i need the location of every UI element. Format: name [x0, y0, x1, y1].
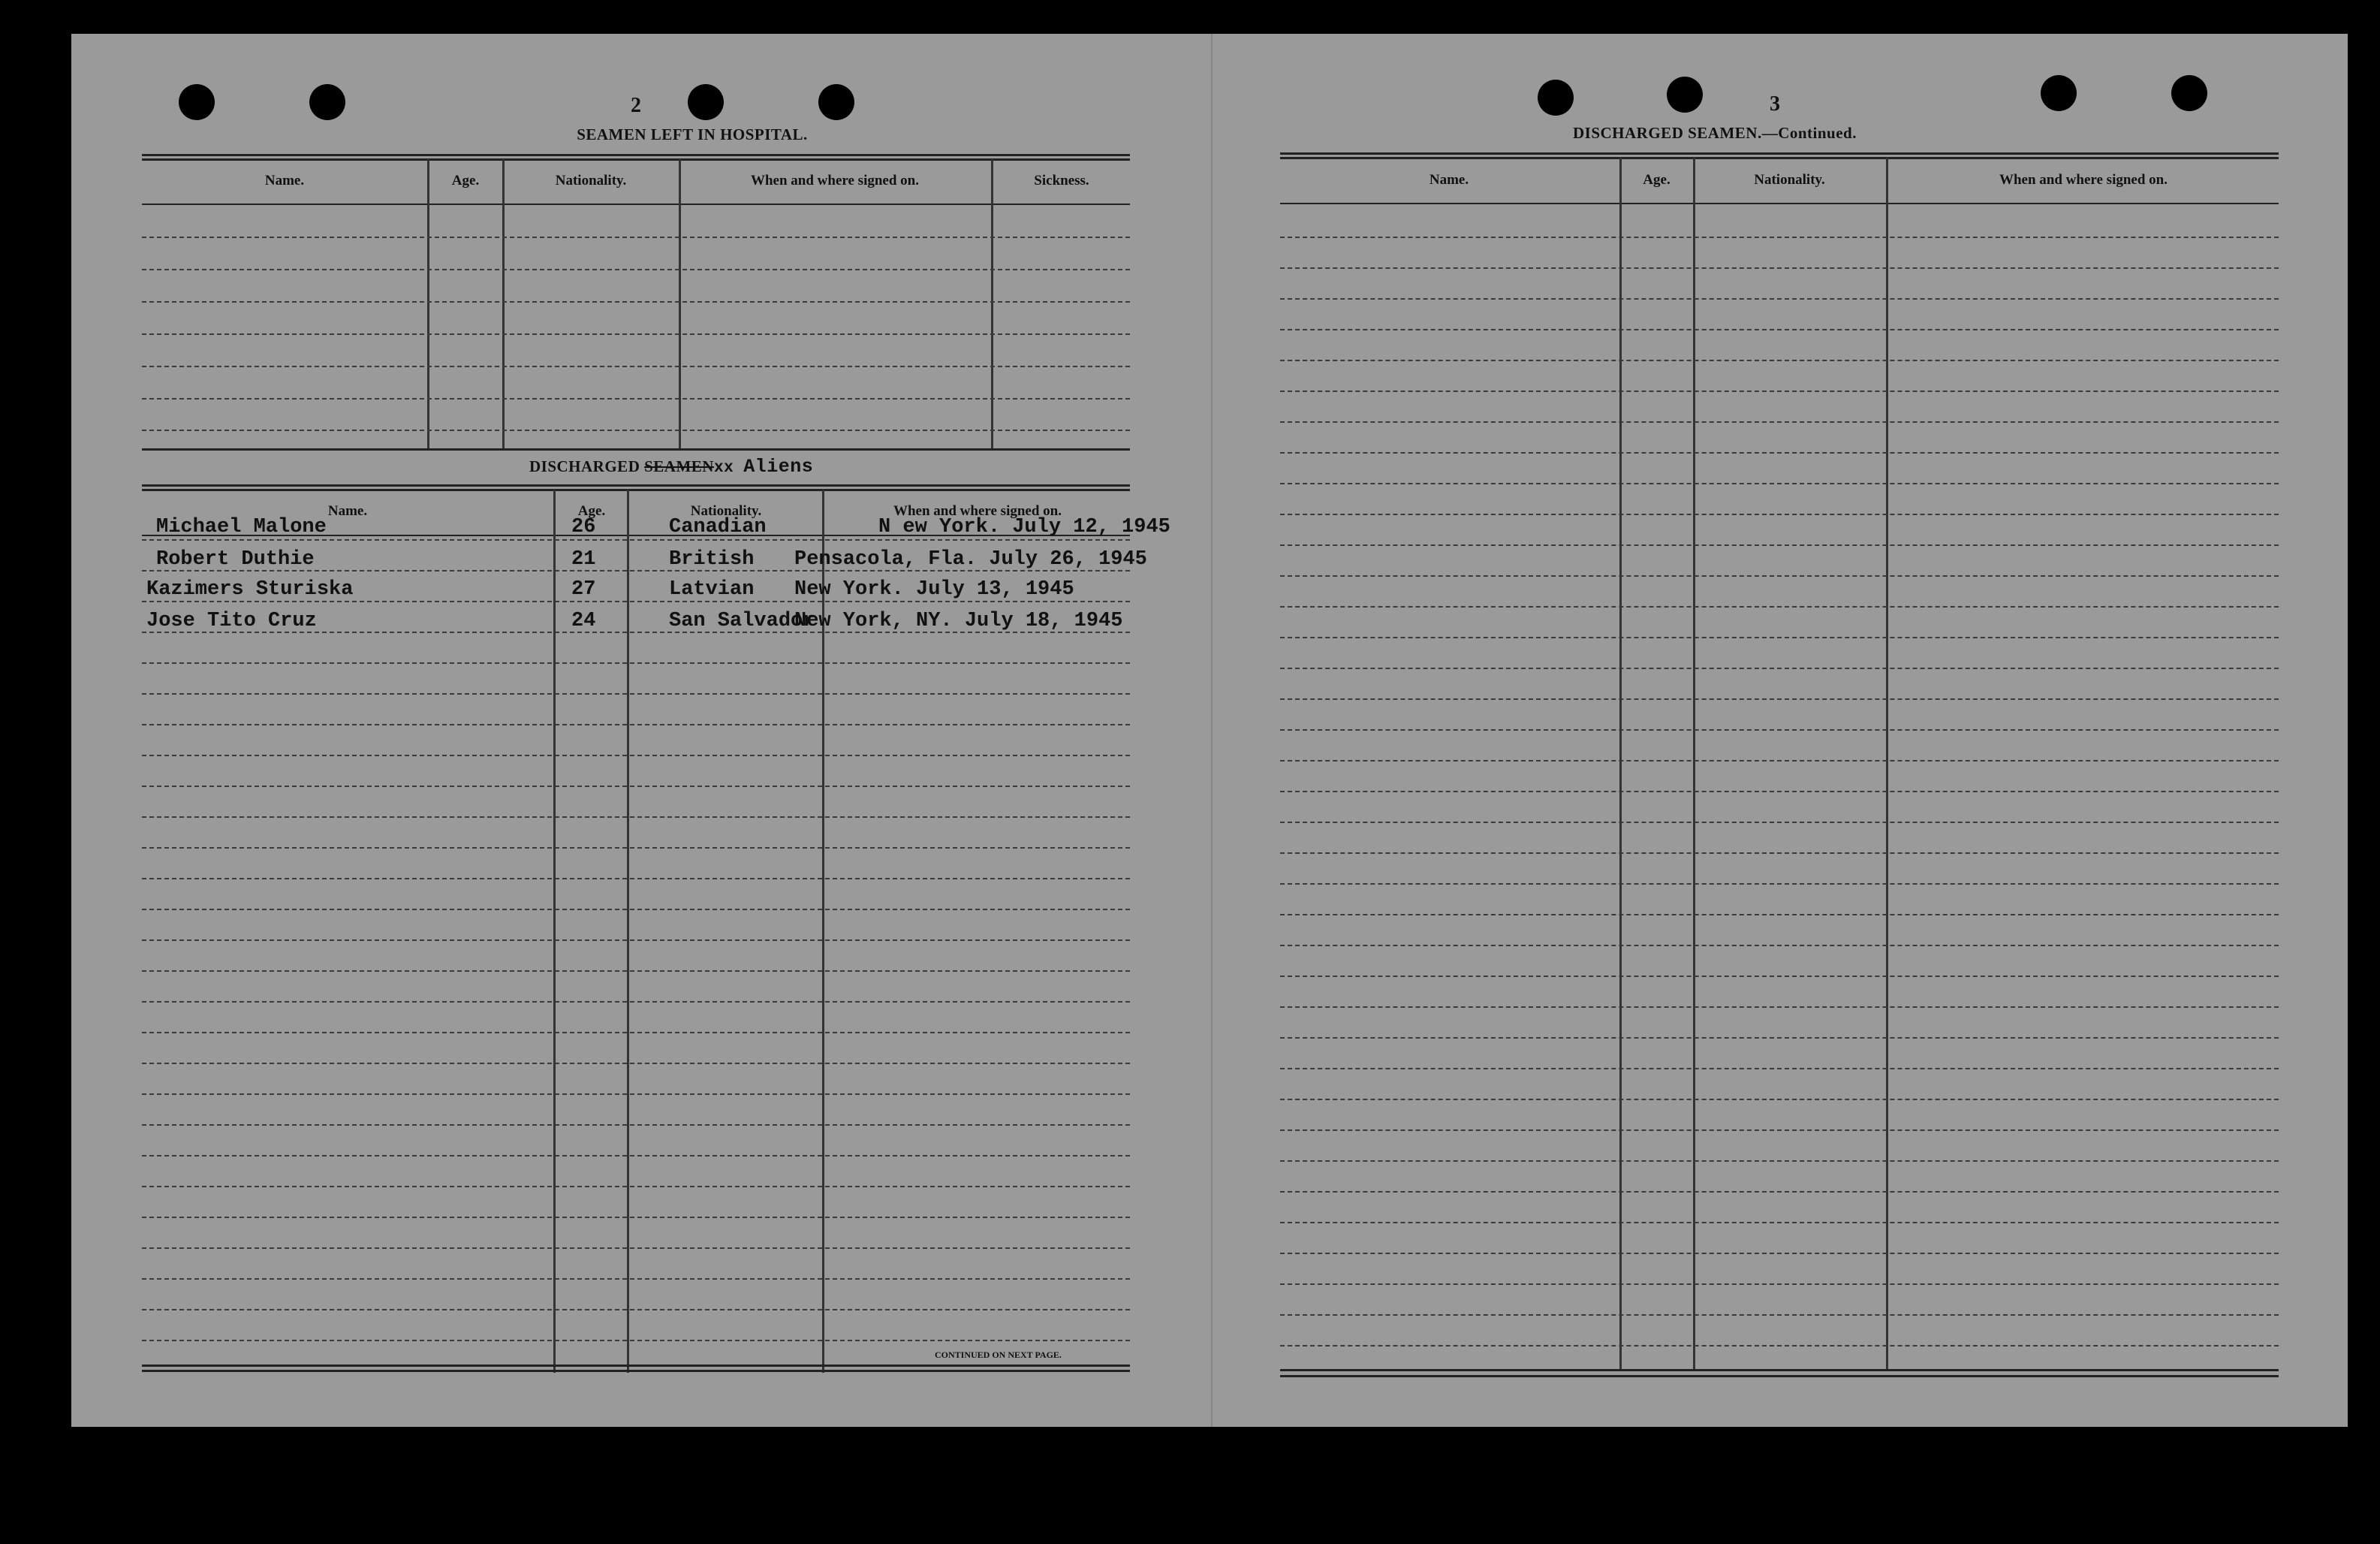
hospital-header-age: Age. [451, 173, 480, 188]
rule [1280, 203, 2279, 204]
entry-line [142, 601, 1130, 602]
entry-line [1280, 514, 2279, 515]
hospital-header-signed-on: When and where signed on. [750, 173, 919, 188]
entry-line [1280, 852, 2279, 854]
hospital-header-name: Name. [264, 173, 305, 188]
entry-line [1280, 760, 2279, 761]
entry-line [142, 1186, 1130, 1187]
rule [142, 158, 1130, 161]
entry-line [1280, 1222, 2279, 1223]
rule [142, 448, 1130, 451]
entry-line [142, 1063, 1130, 1064]
right-page-number: 3 [1770, 92, 1780, 116]
entry-line [1280, 945, 2279, 946]
entry-line [1280, 606, 2279, 608]
rule [142, 204, 1130, 205]
discharged-nationality: Latvian [669, 578, 755, 601]
discharged-header-name: Name. [327, 503, 368, 519]
entry-line [142, 909, 1130, 910]
entry-line [1280, 391, 2279, 392]
rule [1280, 152, 2279, 155]
entry-line [1280, 575, 2279, 577]
entry-line [142, 1217, 1130, 1218]
entry-line [1280, 544, 2279, 546]
entry-line [1280, 698, 2279, 700]
rule [1280, 1369, 2279, 1371]
column-divider [553, 490, 556, 1373]
entry-line [1280, 1283, 2279, 1285]
entry-line [142, 333, 1130, 335]
entry-line [1280, 1191, 2279, 1193]
column-divider [627, 490, 629, 1373]
rule [142, 1365, 1130, 1367]
entry-line [142, 693, 1130, 695]
column-divider [991, 159, 993, 451]
right-header-signed-on: When and where signed on. [1999, 172, 2168, 188]
entry-line [1280, 1129, 2279, 1131]
discharged-section-title [529, 456, 905, 478]
entry-line [142, 366, 1130, 367]
entry-line [1280, 1068, 2279, 1069]
discharged-name: Kazimers Sturiska [146, 578, 354, 601]
entry-line [1280, 1253, 2279, 1254]
entry-line [142, 1309, 1130, 1310]
right-header-nationality: Nationality. [1754, 172, 1825, 188]
column-divider [1693, 158, 1695, 1371]
discharged-name: Michael Malone [156, 516, 327, 538]
entry-line [1280, 637, 2279, 638]
entry-line [1280, 883, 2279, 885]
right-section-title: DISCHARGED SEAMEN.—Continued. [1573, 124, 1857, 142]
entry-line [1280, 914, 2279, 915]
hospital-header-sickness: Sickness. [1034, 173, 1089, 188]
entry-line [142, 570, 1130, 571]
entry-line [1280, 421, 2279, 423]
entry-line [142, 970, 1130, 972]
entry-line [142, 1093, 1130, 1095]
discharged-signed-on: New York, NY. July 18, 1945 [794, 610, 1123, 632]
entry-line [142, 878, 1130, 879]
punch-hole [818, 84, 854, 120]
entry-line [1280, 668, 2279, 669]
discharged-nationality: San Salvador [669, 610, 815, 632]
discharged-title-struck: SEAMEN [644, 457, 714, 475]
discharged-name: Jose Tito Cruz [146, 610, 317, 632]
entry-line [142, 398, 1130, 400]
entry-line [1280, 360, 2279, 361]
entry-line [1280, 791, 2279, 792]
discharged-signed-on: New York. July 13, 1945 [794, 578, 1074, 601]
discharged-title-overtype: xx [713, 460, 744, 477]
entry-line [142, 1247, 1130, 1249]
punch-hole [179, 84, 215, 120]
entry-line [1280, 976, 2279, 977]
hospital-header-nationality: Nationality. [555, 173, 627, 188]
entry-line [1280, 452, 2279, 454]
entry-line [142, 1124, 1130, 1126]
discharged-age: 24 [571, 610, 596, 632]
rule [142, 484, 1130, 487]
entry-line [142, 786, 1130, 787]
discharged-age: 26 [571, 516, 596, 538]
discharged-signed-on: Pensacola, Fla. July 26, 1945 [794, 548, 1147, 571]
entry-line [142, 1001, 1130, 1003]
discharged-nationality: Canadian [669, 516, 767, 538]
entry-line [1280, 483, 2279, 484]
discharged-nationality: British [669, 548, 755, 571]
right-header-age: Age. [1643, 172, 1671, 188]
entry-line [1280, 329, 2279, 330]
discharged-header-signed-on: When and where signed on. [893, 503, 1062, 519]
rule [142, 1370, 1130, 1372]
page-fold [1211, 34, 1213, 1427]
entry-line [1280, 1160, 2279, 1162]
left-page-number: 2 [631, 94, 641, 117]
column-divider [427, 159, 429, 451]
continued-note: CONTINUED ON NEXT PAGE. [935, 1349, 1062, 1360]
hospital-section-title: SEAMEN LEFT IN HOSPITAL. [577, 125, 808, 143]
entry-line [142, 816, 1130, 818]
entry-line [142, 1032, 1130, 1033]
right-header-name: Name. [1429, 172, 1469, 188]
entry-line [142, 269, 1130, 270]
entry-line [1280, 1345, 2279, 1346]
rule [142, 489, 1130, 491]
rule [1280, 1375, 2279, 1377]
entry-line [1280, 1006, 2279, 1008]
punch-hole [2171, 75, 2207, 111]
rule [1280, 157, 2279, 159]
rule [142, 154, 1130, 156]
entry-line [142, 724, 1130, 725]
column-divider [1886, 158, 1888, 1371]
entry-line [142, 632, 1130, 633]
column-divider [679, 159, 681, 451]
entry-line [142, 237, 1130, 238]
entry-line [1280, 729, 2279, 731]
entry-line [142, 539, 1130, 541]
entry-line [1280, 1099, 2279, 1100]
discharged-header-age: Age. [577, 503, 606, 519]
discharged-signed-on: N ew York. July 12, 1945 [878, 516, 1170, 538]
entry-line [142, 662, 1130, 664]
punch-hole [1667, 77, 1703, 113]
entry-line [142, 939, 1130, 941]
entry-line [1280, 1037, 2279, 1039]
discharged-title-typed: Aliens [743, 456, 814, 478]
entry-line [142, 1155, 1130, 1156]
discharged-age: 27 [571, 578, 596, 601]
entry-line [1280, 298, 2279, 300]
column-divider [1619, 158, 1622, 1371]
entry-line [142, 1340, 1130, 1341]
entry-line [1280, 267, 2279, 269]
punch-hole [2041, 75, 2077, 111]
punch-hole [688, 84, 724, 120]
entry-line [1280, 237, 2279, 238]
punch-hole [1538, 80, 1574, 116]
entry-line [142, 430, 1130, 431]
entry-line [142, 1278, 1130, 1280]
entry-line [1280, 822, 2279, 823]
discharged-age: 21 [571, 548, 596, 571]
column-divider [502, 159, 505, 451]
entry-line [142, 847, 1130, 849]
punch-hole [309, 84, 345, 120]
entry-line [142, 301, 1130, 303]
discharged-title-prefix: DISCHARGED [529, 457, 645, 475]
document-sheet [71, 34, 2348, 1427]
entry-line [1280, 1314, 2279, 1316]
discharged-name: Robert Duthie [156, 548, 315, 571]
discharged-header-nationality: Nationality. [690, 503, 762, 519]
entry-line [142, 755, 1130, 756]
